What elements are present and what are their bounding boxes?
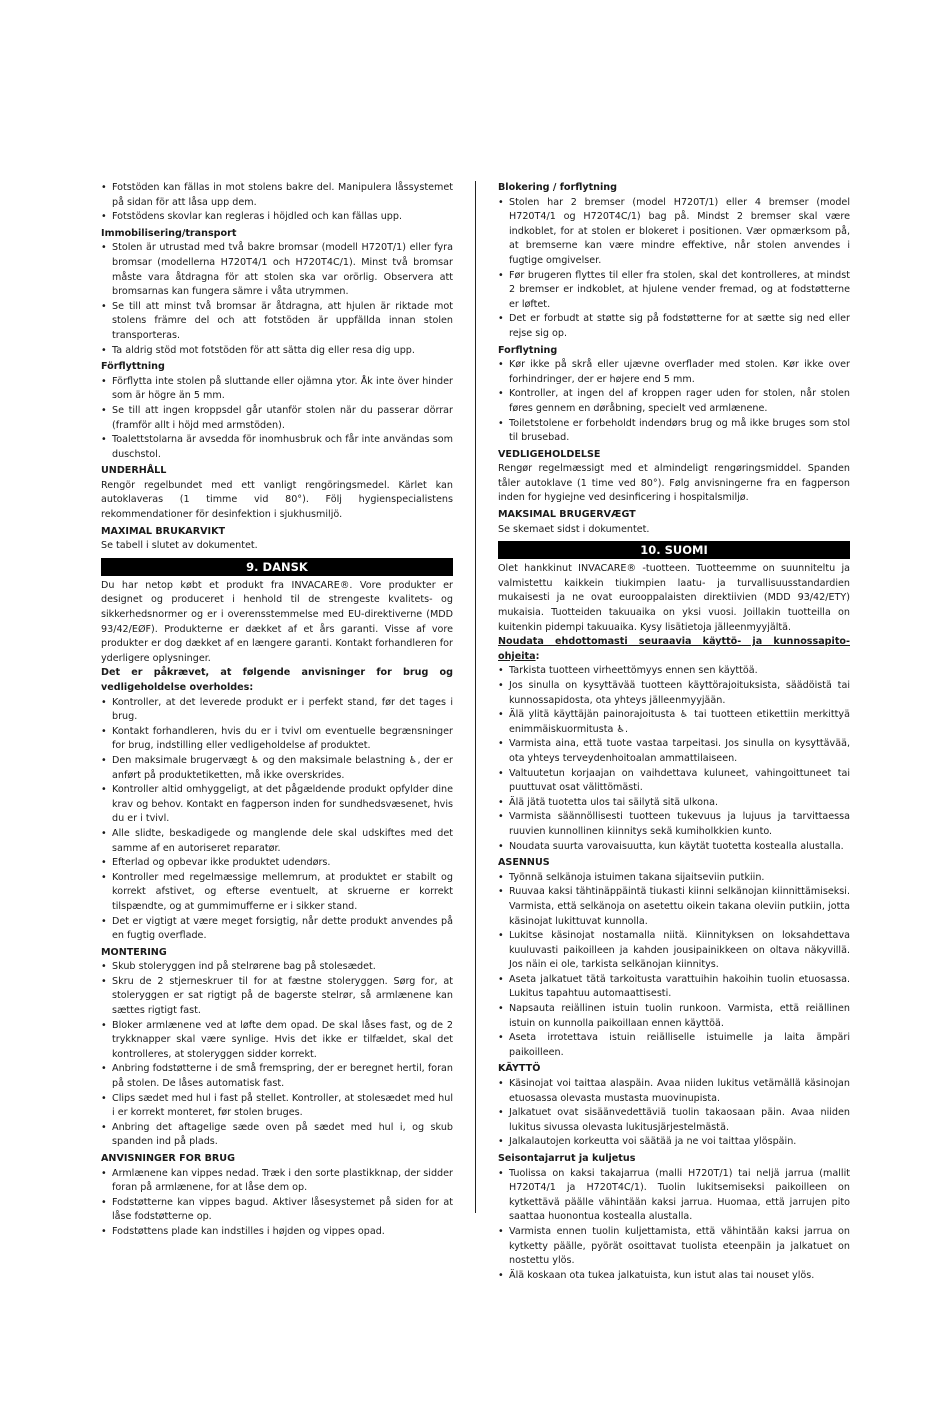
kaytto-list xyxy=(498,1077,850,1150)
list-item: • Toiletstolene er forbeholdt indendørs brug og må ikke bruges som stol til brusebad. xyxy=(498,417,850,446)
list-item: • Kontakt forhandleren, hvis du er i tvivl om eventuelle begrænsninger for brug, indstilling eller vedligeholdelse af produktet. xyxy=(101,725,453,754)
list-item: • Anbring det aftagelige sæde oven på sædet med hul i, og skub spanden ind på plads. xyxy=(101,1121,453,1150)
list-item: • Aseta jalkatuet tätä tarkoitusta varattuihin hakoihin tuolin etuosassa. Lukitus tapahtuu automaattisesti. xyxy=(498,973,850,1002)
column-divider xyxy=(475,181,476,1213)
section-title-dansk: 9. DANSK xyxy=(101,558,453,576)
list-item: • Työnnä selkänoja istuimen takana sijaitseviin putkiin. xyxy=(498,871,850,886)
list-item: • Tarkista tuotteen virheettömyys ennen sen käyttöä. xyxy=(498,664,850,679)
list-item: • Varmista aina, että tuote vastaa tarpeitasi. Jos sinulla on kysyttävää, ota yhteys terveydenhoitoalan ammattilaiseen. xyxy=(498,737,850,766)
list-item: • Se till att minst två bromsar är åtdragna, att hjulen är riktade mot stolens främre del och att fotstöden är uppfällda innan stolen transporteras. xyxy=(101,300,453,344)
section-heading: MONTERING xyxy=(101,946,167,958)
paragraph: Rengör regelbundet med ett vanligt rengöringsmedel. Kärlet kan autoklaveras (1 timme vid 80°). Följ hygienspecialistens rekommendationer för desinfektion i sjukhusmiljö. xyxy=(101,479,453,521)
paragraph: Se skemaet sidst i dokumentet. xyxy=(498,523,650,535)
montering-list xyxy=(101,960,453,1150)
list-item: • Før brugeren flyttes til eller fra stolen, skal det kontrolleres, at mindst 2 bremser er indkoblet, at hjulene vender fremad, og at fodstøtterne er løftet. xyxy=(498,269,850,313)
section-heading: ANVISNINGER FOR BRUG xyxy=(101,1153,235,1164)
list-item: • Älä ylitä käyttäjän painorajoitusta ♿ tai tuotteen etikettiin merkittyä enimmäiskuormitusta ♿. xyxy=(498,708,850,737)
intro-list xyxy=(101,181,453,225)
list-item: • Älä koskaan ota tukea jalkatuista, kun istut alas tai nouset ylös. xyxy=(498,1269,850,1284)
section-heading: UNDERHÅLL xyxy=(101,465,167,477)
list-item: • Se till att ingen kroppsdel går utanför stolen när du passerar dörrar (framför allt i höjd med armstöden). xyxy=(101,404,453,433)
list-item: • Armlænene kan vippes nedad. Træk i den sorte plastikknap, der sidder foran på armlænene, for at låse dem op. xyxy=(101,1167,453,1196)
section-heading: Det er påkrævet, at følgende anvisninger for brug og vedligeholdelse overholdes: xyxy=(101,667,453,693)
list-item: • Käsinojat voi taittaa alaspäin. Avaa niiden lukitus vetämällä käsinojan etuosassa olevasta mustasta muovinupista. xyxy=(498,1077,850,1106)
list-item: • Skub stoleryggen ind på stelrørene bag på stolesædet. xyxy=(101,960,453,975)
list-item: • Clips sædet med hul i fast på stellet. Kontroller, at stolesædet med hul i er korrekt monteret, før stolen bruges. xyxy=(101,1092,453,1121)
list-item: • Skru de 2 stjerneskruer til for at fæstne stoleryggen. Sørg for, at stoleryggen er sat rigtigt på de bagerste stelrør, så armlænene kan sættes rigtigt fast. xyxy=(101,975,453,1019)
section-heading: Noudata ehdottomasti seuraavia käyttö- ja kunnossapito-ohjeita: xyxy=(498,636,850,662)
paragraph: Rengør regelmæssigt med et almindeligt rengøringsmiddel. Spanden tåler autoklave (1 time ved 80°). Følg anvisningerne fra en fagperson inden for hygiejne ved desinficering i hospitalsmiljø. xyxy=(498,463,850,504)
list-item: • Fotstödens skovlar kan regleras i höjdled och kan fällas upp. xyxy=(101,210,453,225)
list-item: • Kontroller, at ingen del af kroppen rager uden for stolen, når stolen føres gennem en døråbning, specielt ved armlænene. xyxy=(498,387,850,416)
list-item: • Varmista ennen tuolin kuljettamista, että vähintään kaksi jarrua on kytketty päälle, pyörät osoittavat tuolista eteenpäin ja jalkatuet on nostettu ylös. xyxy=(498,1225,850,1269)
asennus-list xyxy=(498,871,850,1061)
list-item: • Bloker armlænene ved at løfte dem opad. De skal låses fast, og de 2 trykknapper skal være synlige. Hvis det ikke er tilfældet, skal det kontrolleres, at stoleryggen sidder korrekt. xyxy=(101,1019,453,1063)
section-heading: ASENNUS xyxy=(498,857,550,869)
paragraph: Du har netop købt et produkt fra INVACARE®. Vore produkter er designet og produceret i henhold til de strengeste kvalitets- og sikkerhedsnormer og er i overensstemmelse med EU-direktiverne (MDD 93/42/EØF). Produkterne er dækket af et års garanti. Visse af vore produkter er dog dækket af en længere garanti. Kontakt forhandleren for yderligere oplysninger. xyxy=(101,579,453,664)
list-item: • Älä jätä tuotetta ulos tai säilytä sitä ulkona. xyxy=(498,796,850,811)
left-column xyxy=(101,181,453,1240)
list-item: • Noudata suurta varovaisuutta, kun käytät tuotetta kostealla alustalla. xyxy=(498,840,850,855)
seisonta-list xyxy=(498,1167,850,1284)
list-item: • Jalkalautojen korkeutta voi säätää ja ne voi taittaa ylöspäin. xyxy=(498,1135,850,1150)
section-heading: Immobilisering/transport xyxy=(101,227,237,239)
list-item: • Förflytta inte stolen på sluttande eller ojämna ytor. Åk inte över hinder som är högre än 5 mm. xyxy=(101,375,453,404)
section-heading: MAXIMAL BRUKARVIKT xyxy=(101,525,226,537)
section-heading: Blokering / forflytning xyxy=(498,182,617,193)
list-item: • Det er vigtigt at være meget forsigtig, når dette produkt anvendes på en fugtig overflade. xyxy=(101,915,453,944)
paragraph: Olet hankkinut INVACARE® -tuotteen. Tuotteemme on suunniteltu ja valmistettu kaikkein tiukimpien laatu- ja turvallisuusstandardien mukaisesti ja ne ovat eurooppalaisten direktiivien (MDD 93/42/ETY) mukaisia. Tuotteiden takuuaika on yksi vuosi. Joillakin tuotteilla on kuitenkin pidempi takuuaika. Kysy lisätietoja jälleenmyyjältä. xyxy=(498,563,850,633)
list-item: • Jos sinulla on kysyttävää tuotteen käyttörajoituksista, säädöistä tai kunnossapidosta, ota yhteys jälleenmyyjään. xyxy=(498,679,850,708)
section-heading: Seisontajarrut ja kuljetus xyxy=(498,1153,636,1164)
list-item: • Varmista säännöllisesti tuotteen tukevuus ja lujuus ja tarvittaessa ruuvien kunnollinen kiinnitys sekä kumiholkkien kunto. xyxy=(498,810,850,839)
list-item: • Napsauta reiällinen istuin tuolin runkoon. Varmista, että reiällinen istuin on kunnolla paikoillaan ennen käyttöä. xyxy=(498,1002,850,1031)
section-title-suomi: 10. SUOMI xyxy=(498,541,850,559)
section-heading-text: Noudata ehdottomasti seuraavia käyttö- ja kunnossapito-ohjeita xyxy=(498,636,850,662)
list-item: • Stolen har 2 bremser (model H720T/1) eller 4 bremser (model H720T4/1 og H720T4C/1) bag på. Mindst 2 bremser skal være indkoblet, for at stolen er blokeret i positionen. Vær opmærksom på, at bremserne kan være mindre effektive, når stolen anvendes i fugtige omgivelser. xyxy=(498,196,850,269)
list-item: • Kontroller, at det leverede produkt er i perfekt stand, før det tages i brug. xyxy=(101,696,453,725)
list-item: • Toalettstolarna är avsedda för inomhusbruk och får inte användas som duschstol. xyxy=(101,433,453,462)
list-item: • Det er forbudt at støtte sig på fodstøtterne for at sætte sig ned eller rejse sig op. xyxy=(498,312,850,341)
list-item: • Alle slidte, beskadigede og manglende dele skal udskiftes med det samme af en autoriseret reparatør. xyxy=(101,827,453,856)
dansk-must-list xyxy=(101,696,453,944)
section-heading: Forflytning xyxy=(498,344,558,356)
list-item: • Jalkatuet ovat sisäänvedettäviä tuolin takaosaan päin. Avaa niiden lukitus sivussa olevasta lukitusjärjestelmästä. xyxy=(498,1106,850,1135)
blokering-list xyxy=(498,196,850,342)
list-item: • Stolen är utrustad med två bakre bromsar (modell H720T/1) eller fyra bromsar (modellerna H720T4/1 och H720T4C/1). Minst två bromsar måste vara åtdragna för att stolen ska var orörlig. Observera att bromsarnas kan fungera sämre i våta utrymmen. xyxy=(101,241,453,299)
list-item: • Lukitse käsinojat nostamalla niitä. Kiinnityksen on loksahdettava kuuluvasti paikoilleen ja kahden jousipainikkeen on oltava näkyvillä. Jos näin ei ole, tarkista selkänojan kiinnitys. xyxy=(498,929,850,973)
forflytning-list xyxy=(498,358,850,446)
list-item: • Kør ikke på skrå eller ujævne overflader med stolen. Kør ikke over forhindringer, der er højere end 5 mm. xyxy=(498,358,850,387)
list-item: • Efterlad og opbevar ikke produktet udendørs. xyxy=(101,856,453,871)
list-item: • Den maksimale brugervægt ♿ og den maksimale belastning ♿, der er anført på produktetiketten, må ikke overskrides. xyxy=(101,754,453,783)
section-heading: MAKSIMAL BRUGERVÆGT xyxy=(498,509,636,521)
section-heading: VEDLIGEHOLDELSE xyxy=(498,448,601,460)
forflyttning-list xyxy=(101,375,453,463)
section-heading: KÄYTTÖ xyxy=(498,1063,541,1075)
list-item: • Anbring fodstøtterne i de små fremspring, der er beregnet hertil, foran på stolen. De låses automatisk fast. xyxy=(101,1062,453,1091)
section-heading: Förflyttning xyxy=(101,361,165,373)
list-item: • Ta aldrig stöd mot fotstöden för att sätta dig eller resa dig upp. xyxy=(101,344,453,359)
anvisninger-list xyxy=(101,1167,453,1240)
list-item: • Aseta irrotettava istuin reiälliselle istuimelle ja laita ämpäri paikoilleen. xyxy=(498,1031,850,1060)
right-column xyxy=(498,181,850,1283)
list-item: • Fotstöden kan fällas in mot stolens bakre del. Manipulera låssystemet på sidan för att låsa upp dem. xyxy=(101,181,453,210)
list-item: • Tuolissa on kaksi takajarrua (malli H720T/1) tai neljä jarrua (mallit H720T4/1 ja H720T4C/1). Tuolin lukitsemiseksi paikoilleen on kytkettävä päälle vähintään kaksi jarrua. Huomaa, että jarrujen pito saattaa huonontua kostealla alustalla. xyxy=(498,1167,850,1225)
list-item: • Fodstøtterne kan vippes bagud. Aktiver låsesystemet på siden for at låse fodstøtterne op. xyxy=(101,1196,453,1225)
list-item: • Kontroller med regelmæssige mellemrum, at produktet er stabilt og korrekt afstivet, og efterse eventuelt, at skruerne er korrekt tilspændte, og at gummimufferne er i sikker stand. xyxy=(101,871,453,915)
immobilisering-list xyxy=(101,241,453,358)
list-item: • Kontroller altid omhyggeligt, at det pågældende produkt opfylder dine krav og behov. Kontakt en fagperson inden for sundhedsvæsenet, hvis du er i tvivl. xyxy=(101,783,453,827)
suomi-must-list xyxy=(498,664,850,854)
list-item: • Ruuvaa kaksi tähtinäppäintä tiukasti kiinni selkänojan kiinnittämiseksi. Varmista, että selkänoja on asetettu oikein takana oleviin putkiin, jotta käsinojat lukittuvat kunnolla. xyxy=(498,885,850,929)
list-item: • Valtuutetun korjaajan on vaihdettava kuluneet, vahingoittuneet tai puuttuvat osat välittömästi. xyxy=(498,767,850,796)
paragraph: Se tabell i slutet av dokumentet. xyxy=(101,540,258,552)
list-item: • Fodstøttens plade kan indstilles i højden og vippes opad. xyxy=(101,1225,453,1240)
